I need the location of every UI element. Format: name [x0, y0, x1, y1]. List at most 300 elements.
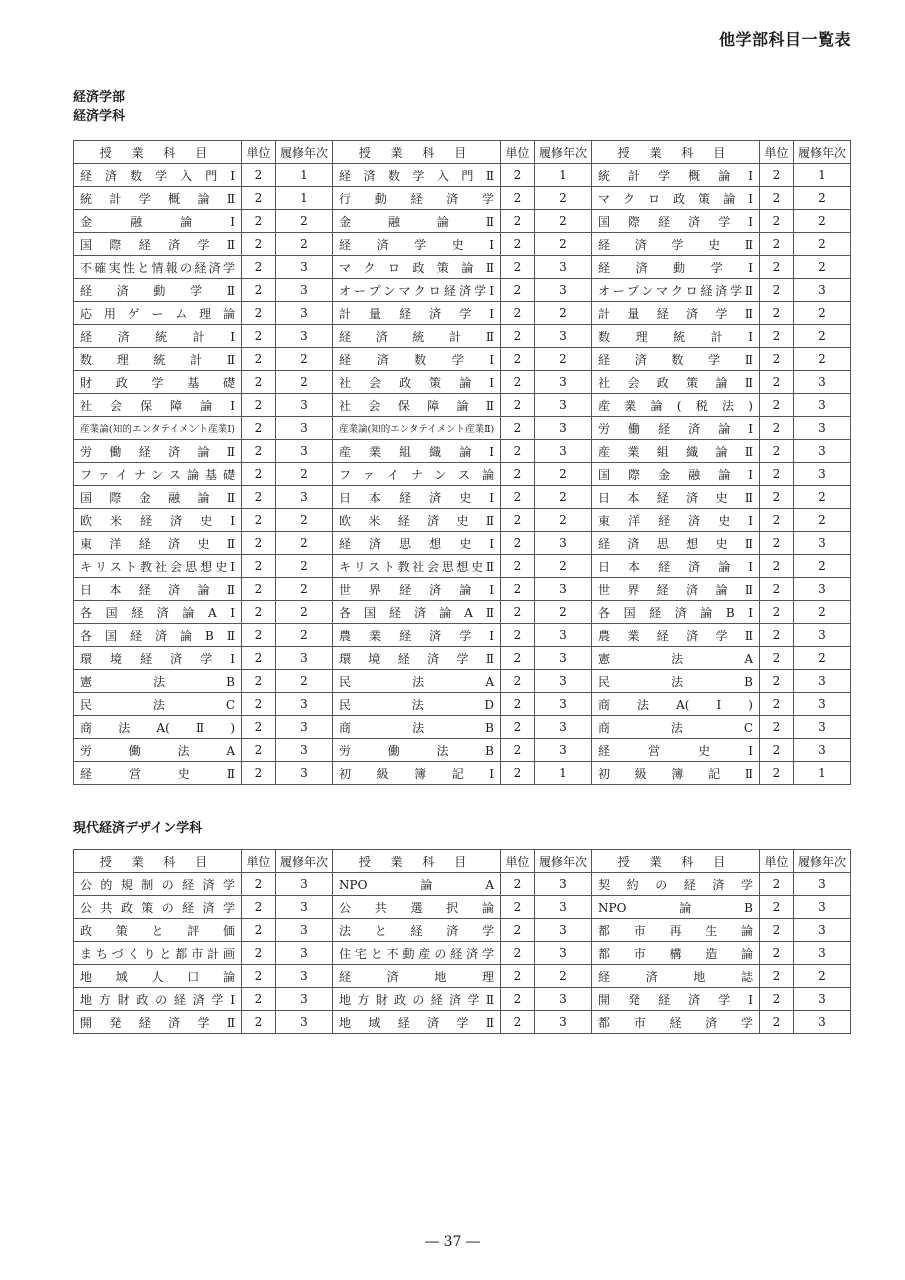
- course-name: ファイナンス論基礎: [74, 463, 242, 486]
- course-name: 都市経済学: [592, 1011, 760, 1034]
- course-name: 数理統計Ⅰ: [592, 325, 760, 348]
- table-row: [74, 965, 851, 988]
- course-units: 2: [760, 440, 794, 463]
- header-subject: 授 業 科 目: [74, 141, 242, 164]
- course-year: 2: [535, 965, 592, 988]
- table-row: [74, 555, 851, 578]
- table-row: [74, 762, 851, 785]
- table-row: [74, 896, 851, 919]
- course-name: 開発経済学Ⅱ: [74, 1011, 242, 1034]
- course-year: 3: [794, 670, 851, 693]
- course-year: 3: [535, 279, 592, 302]
- course-name: まちづくりと都市計画: [74, 942, 242, 965]
- course-name: 産業組織論Ⅰ: [333, 440, 501, 463]
- course-year: 3: [794, 394, 851, 417]
- course-units: 2: [760, 394, 794, 417]
- course-year: 2: [535, 486, 592, 509]
- course-year: 3: [535, 532, 592, 555]
- course-year: 3: [276, 896, 333, 919]
- course-name: マクロ政策論Ⅱ: [333, 256, 501, 279]
- course-units: 2: [501, 578, 535, 601]
- course-year: 3: [276, 1011, 333, 1034]
- course-units: 2: [760, 601, 794, 624]
- course-year: 3: [535, 256, 592, 279]
- table-row: [74, 463, 851, 486]
- course-units: 2: [501, 279, 535, 302]
- course-units: 2: [501, 210, 535, 233]
- course-name: 経営史Ⅰ: [592, 739, 760, 762]
- course-units: 2: [760, 739, 794, 762]
- header-year: 履修年次: [794, 141, 851, 164]
- course-name: 初級簿記Ⅰ: [333, 762, 501, 785]
- course-year: 2: [794, 233, 851, 256]
- course-units: 2: [242, 302, 276, 325]
- course-units: 2: [760, 463, 794, 486]
- course-name: オープンマクロ経済学Ⅱ: [592, 279, 760, 302]
- course-year: 2: [794, 555, 851, 578]
- section-title-design: 現代経済デザイン学科: [73, 821, 203, 836]
- course-year: 3: [276, 279, 333, 302]
- course-name: 国際金融論Ⅱ: [74, 486, 242, 509]
- course-year: 3: [535, 873, 592, 896]
- course-name: 労働経済論Ⅱ: [74, 440, 242, 463]
- course-units: 2: [501, 919, 535, 942]
- course-name: 応用ゲーム理論: [74, 302, 242, 325]
- course-year: 2: [535, 463, 592, 486]
- course-units: 2: [242, 210, 276, 233]
- course-units: 2: [242, 348, 276, 371]
- course-units: 2: [501, 965, 535, 988]
- course-units: 2: [242, 1011, 276, 1034]
- table-row: [74, 187, 851, 210]
- course-name: 労働経済論Ⅰ: [592, 417, 760, 440]
- course-year: 2: [535, 233, 592, 256]
- course-year: 3: [535, 739, 592, 762]
- course-year: 2: [276, 371, 333, 394]
- course-units: 2: [501, 942, 535, 965]
- course-year: 3: [276, 394, 333, 417]
- table-row: [74, 693, 851, 716]
- header-unit: 単位: [242, 850, 276, 873]
- course-units: 2: [501, 394, 535, 417]
- economics-course-table: [73, 140, 851, 785]
- course-name: 環境経済学Ⅰ: [74, 647, 242, 670]
- course-name: 都市構造論: [592, 942, 760, 965]
- course-year: 3: [535, 394, 592, 417]
- course-year: 3: [276, 486, 333, 509]
- table-row: [74, 440, 851, 463]
- course-units: 2: [242, 279, 276, 302]
- course-name: 労働法B: [333, 739, 501, 762]
- course-year: 3: [794, 716, 851, 739]
- header-unit: 単位: [760, 141, 794, 164]
- course-units: 2: [242, 601, 276, 624]
- course-year: 3: [794, 371, 851, 394]
- course-year: 3: [276, 325, 333, 348]
- course-name: 計量経済学Ⅰ: [333, 302, 501, 325]
- course-units: 2: [760, 256, 794, 279]
- course-name: 行動経済学: [333, 187, 501, 210]
- course-units: 2: [501, 417, 535, 440]
- course-units: 2: [760, 164, 794, 187]
- course-year: 3: [794, 417, 851, 440]
- course-name: 憲法A: [592, 647, 760, 670]
- course-units: 2: [242, 233, 276, 256]
- course-name: 経済統計Ⅱ: [333, 325, 501, 348]
- course-name: 経済地誌: [592, 965, 760, 988]
- course-name: 商法C: [592, 716, 760, 739]
- course-name: 財政学基礎: [74, 371, 242, 394]
- course-year: 2: [794, 256, 851, 279]
- course-name: 欧米経済史Ⅰ: [74, 509, 242, 532]
- course-units: 2: [760, 279, 794, 302]
- course-name: 経済統計Ⅰ: [74, 325, 242, 348]
- course-units: 2: [760, 532, 794, 555]
- course-name: 東洋経済史Ⅰ: [592, 509, 760, 532]
- header-year: 履修年次: [535, 141, 592, 164]
- course-name: 地域経済学Ⅱ: [333, 1011, 501, 1034]
- table-row: [74, 647, 851, 670]
- table-row: [74, 417, 851, 440]
- course-name: 開発経済学Ⅰ: [592, 988, 760, 1011]
- course-units: 2: [760, 942, 794, 965]
- course-units: 2: [242, 896, 276, 919]
- course-units: 2: [242, 417, 276, 440]
- course-units: 2: [242, 739, 276, 762]
- course-units: 2: [242, 463, 276, 486]
- course-year: 3: [794, 1011, 851, 1034]
- table-row: [74, 624, 851, 647]
- course-units: 2: [501, 647, 535, 670]
- course-year: 2: [794, 348, 851, 371]
- course-year: 2: [535, 348, 592, 371]
- table-row: [74, 486, 851, 509]
- course-units: 2: [760, 919, 794, 942]
- page-title: 他学部科目一覧表: [718, 30, 851, 49]
- course-year: 3: [276, 302, 333, 325]
- course-year: 3: [794, 578, 851, 601]
- course-year: 2: [535, 509, 592, 532]
- course-units: 2: [242, 509, 276, 532]
- course-year: 3: [276, 873, 333, 896]
- course-year: 2: [535, 210, 592, 233]
- table-row: [74, 670, 851, 693]
- course-year: 2: [794, 210, 851, 233]
- course-year: 3: [276, 440, 333, 463]
- course-name: 日本経済史Ⅱ: [592, 486, 760, 509]
- course-year: 2: [535, 302, 592, 325]
- course-name: 住宅と不動産の経済学: [333, 942, 501, 965]
- course-units: 2: [760, 509, 794, 532]
- table-row: [74, 716, 851, 739]
- course-units: 2: [242, 919, 276, 942]
- course-name: 経済数学入門Ⅰ: [74, 164, 242, 187]
- course-name: 金融論Ⅰ: [74, 210, 242, 233]
- course-year: 2: [794, 601, 851, 624]
- table-row: [74, 256, 851, 279]
- course-year: 2: [794, 486, 851, 509]
- course-year: 2: [276, 578, 333, 601]
- course-year: 3: [535, 1011, 592, 1034]
- table-row: [74, 1011, 851, 1034]
- course-name: 国際金融論Ⅰ: [592, 463, 760, 486]
- course-units: 2: [501, 1011, 535, 1034]
- course-name: 産業組織論Ⅱ: [592, 440, 760, 463]
- course-year: 3: [276, 716, 333, 739]
- table-row: [74, 919, 851, 942]
- course-year: 3: [276, 762, 333, 785]
- course-name: 商法A(Ⅰ): [592, 693, 760, 716]
- course-name: 各国経済論AⅡ: [333, 601, 501, 624]
- course-name: オープンマクロ経済学Ⅰ: [333, 279, 501, 302]
- course-units: 2: [501, 532, 535, 555]
- course-units: 2: [760, 965, 794, 988]
- course-units: 2: [760, 670, 794, 693]
- course-name: キリスト教社会思想史Ⅰ: [74, 555, 242, 578]
- course-year: 2: [794, 647, 851, 670]
- table-row: [74, 873, 851, 896]
- course-year: 2: [794, 325, 851, 348]
- course-name: 日本経済論Ⅱ: [74, 578, 242, 601]
- course-name: 経済動学Ⅱ: [74, 279, 242, 302]
- course-year: 3: [276, 965, 333, 988]
- course-units: 2: [501, 463, 535, 486]
- table-row: [74, 578, 851, 601]
- header-unit: 単位: [242, 141, 276, 164]
- table-row: [74, 532, 851, 555]
- course-units: 2: [501, 896, 535, 919]
- course-units: 2: [501, 555, 535, 578]
- header-unit: 単位: [760, 850, 794, 873]
- course-year: 2: [276, 509, 333, 532]
- course-year: 2: [276, 233, 333, 256]
- course-name: 東洋経済史Ⅱ: [74, 532, 242, 555]
- course-year: 3: [276, 988, 333, 1011]
- course-name: 政策と評価: [74, 919, 242, 942]
- course-units: 2: [242, 624, 276, 647]
- course-year: 3: [535, 716, 592, 739]
- course-units: 2: [501, 624, 535, 647]
- course-name: 社会政策論Ⅱ: [592, 371, 760, 394]
- course-year: 2: [276, 348, 333, 371]
- table-row: [74, 233, 851, 256]
- course-year: 3: [794, 988, 851, 1011]
- course-units: 2: [760, 371, 794, 394]
- course-name: 社会政策論Ⅰ: [333, 371, 501, 394]
- course-units: 2: [242, 256, 276, 279]
- faculty-heading: [73, 88, 125, 126]
- design-course-table: [73, 849, 851, 1034]
- table-header-row: [74, 141, 851, 164]
- course-year: 3: [535, 693, 592, 716]
- course-name: 法と経済学: [333, 919, 501, 942]
- course-year: 2: [276, 463, 333, 486]
- course-name: 金融論Ⅱ: [333, 210, 501, 233]
- course-units: 2: [242, 716, 276, 739]
- course-name: 商法B: [333, 716, 501, 739]
- table-row: [74, 394, 851, 417]
- course-year: 3: [276, 647, 333, 670]
- course-year: 3: [794, 440, 851, 463]
- course-year: 3: [535, 578, 592, 601]
- course-year: 3: [794, 919, 851, 942]
- course-units: 2: [501, 601, 535, 624]
- course-name: 欧米経済史Ⅱ: [333, 509, 501, 532]
- course-units: 2: [501, 486, 535, 509]
- course-year: 3: [535, 624, 592, 647]
- course-units: 2: [760, 417, 794, 440]
- course-units: 2: [242, 578, 276, 601]
- course-name: 経済地理: [333, 965, 501, 988]
- course-name: 各国経済論AⅠ: [74, 601, 242, 624]
- course-units: 2: [501, 670, 535, 693]
- department-name: 経済学科: [73, 109, 126, 124]
- course-units: 2: [242, 187, 276, 210]
- course-units: 2: [501, 440, 535, 463]
- header-unit: 単位: [501, 141, 535, 164]
- table-header-row: [74, 850, 851, 873]
- course-year: 3: [535, 896, 592, 919]
- course-name: 日本経済論Ⅰ: [592, 555, 760, 578]
- table-row: [74, 325, 851, 348]
- course-year: 3: [794, 896, 851, 919]
- course-year: 2: [794, 509, 851, 532]
- page-number: ― 37 ―: [425, 1234, 480, 1250]
- course-year: 2: [276, 624, 333, 647]
- course-name: 経営史Ⅱ: [74, 762, 242, 785]
- course-name: 経済学史Ⅰ: [333, 233, 501, 256]
- course-units: 2: [501, 762, 535, 785]
- course-units: 2: [760, 1011, 794, 1034]
- course-year: 3: [794, 693, 851, 716]
- course-name: 世界経済論Ⅰ: [333, 578, 501, 601]
- course-units: 2: [242, 394, 276, 417]
- header-year: 履修年次: [276, 850, 333, 873]
- course-name: 契約の経済学: [592, 873, 760, 896]
- course-name: マクロ政策論Ⅰ: [592, 187, 760, 210]
- header-year: 履修年次: [276, 141, 333, 164]
- course-units: 2: [501, 302, 535, 325]
- course-units: 2: [242, 164, 276, 187]
- course-year: 3: [794, 739, 851, 762]
- course-year: 2: [276, 670, 333, 693]
- course-name: 経済思想史Ⅰ: [333, 532, 501, 555]
- course-year: 3: [535, 942, 592, 965]
- course-name: 統計学概論Ⅱ: [74, 187, 242, 210]
- course-year: 3: [276, 256, 333, 279]
- course-name: 都市再生論: [592, 919, 760, 942]
- course-year: 2: [535, 601, 592, 624]
- course-name: 公的規制の経済学: [74, 873, 242, 896]
- course-units: 2: [501, 988, 535, 1011]
- course-units: 2: [760, 578, 794, 601]
- course-name: 公共政策の経済学: [74, 896, 242, 919]
- course-year: 3: [535, 919, 592, 942]
- table-row: [74, 348, 851, 371]
- course-name: 経済数学Ⅰ: [333, 348, 501, 371]
- course-name: NPO論B: [592, 896, 760, 919]
- course-name: 公共選択論: [333, 896, 501, 919]
- course-name: 各国経済論BⅠ: [592, 601, 760, 624]
- course-name: 産業論(知的エンタテイメント産業Ⅱ): [333, 417, 501, 440]
- course-year: 3: [535, 417, 592, 440]
- table-row: [74, 509, 851, 532]
- course-units: 2: [760, 325, 794, 348]
- course-year: 3: [535, 988, 592, 1011]
- course-name: 民法C: [74, 693, 242, 716]
- course-name: 国際経済学Ⅱ: [74, 233, 242, 256]
- course-units: 2: [760, 693, 794, 716]
- course-name: 産業論(知的エンタテイメント産業Ⅰ): [74, 417, 242, 440]
- course-year: 3: [794, 463, 851, 486]
- course-name: 農業経済学Ⅱ: [592, 624, 760, 647]
- course-year: 3: [276, 417, 333, 440]
- table-row: [74, 988, 851, 1011]
- course-year: 1: [535, 164, 592, 187]
- course-name: 国際経済学Ⅰ: [592, 210, 760, 233]
- course-year: 3: [794, 624, 851, 647]
- course-year: 2: [794, 187, 851, 210]
- course-units: 2: [242, 762, 276, 785]
- course-name: NPO論A: [333, 873, 501, 896]
- course-year: 1: [794, 164, 851, 187]
- course-units: 2: [242, 647, 276, 670]
- course-units: 2: [501, 187, 535, 210]
- course-year: 2: [276, 601, 333, 624]
- course-units: 2: [760, 348, 794, 371]
- course-name: 商法A(Ⅱ): [74, 716, 242, 739]
- course-units: 2: [242, 670, 276, 693]
- faculty-name: 経済学部: [73, 90, 126, 105]
- course-units: 2: [760, 762, 794, 785]
- table-row: [74, 371, 851, 394]
- course-units: 2: [501, 739, 535, 762]
- course-year: 1: [276, 164, 333, 187]
- course-year: 2: [276, 210, 333, 233]
- course-name: 経済動学Ⅰ: [592, 256, 760, 279]
- course-name: 民法B: [592, 670, 760, 693]
- header-subject: 授 業 科 目: [333, 850, 501, 873]
- course-units: 2: [760, 873, 794, 896]
- course-units: 2: [242, 486, 276, 509]
- course-units: 2: [760, 716, 794, 739]
- course-name: 地方財政の経済学Ⅱ: [333, 988, 501, 1011]
- course-year: 3: [535, 371, 592, 394]
- course-name: 初級簿記Ⅱ: [592, 762, 760, 785]
- course-year: 2: [276, 532, 333, 555]
- course-year: 3: [276, 942, 333, 965]
- course-year: 3: [535, 670, 592, 693]
- course-year: 3: [794, 873, 851, 896]
- course-name: 統計学概論Ⅰ: [592, 164, 760, 187]
- course-year: 1: [535, 762, 592, 785]
- header-subject: 授 業 科 目: [592, 141, 760, 164]
- course-year: 3: [535, 647, 592, 670]
- course-units: 2: [760, 210, 794, 233]
- course-units: 2: [501, 693, 535, 716]
- course-name: 民法A: [333, 670, 501, 693]
- course-units: 2: [242, 942, 276, 965]
- course-year: 3: [794, 942, 851, 965]
- course-name: 憲法B: [74, 670, 242, 693]
- table-row: [74, 210, 851, 233]
- course-year: 3: [794, 532, 851, 555]
- course-name: 世界経済論Ⅱ: [592, 578, 760, 601]
- course-units: 2: [760, 988, 794, 1011]
- course-name: 社会保障論Ⅰ: [74, 394, 242, 417]
- course-name: 民法D: [333, 693, 501, 716]
- course-units: 2: [760, 896, 794, 919]
